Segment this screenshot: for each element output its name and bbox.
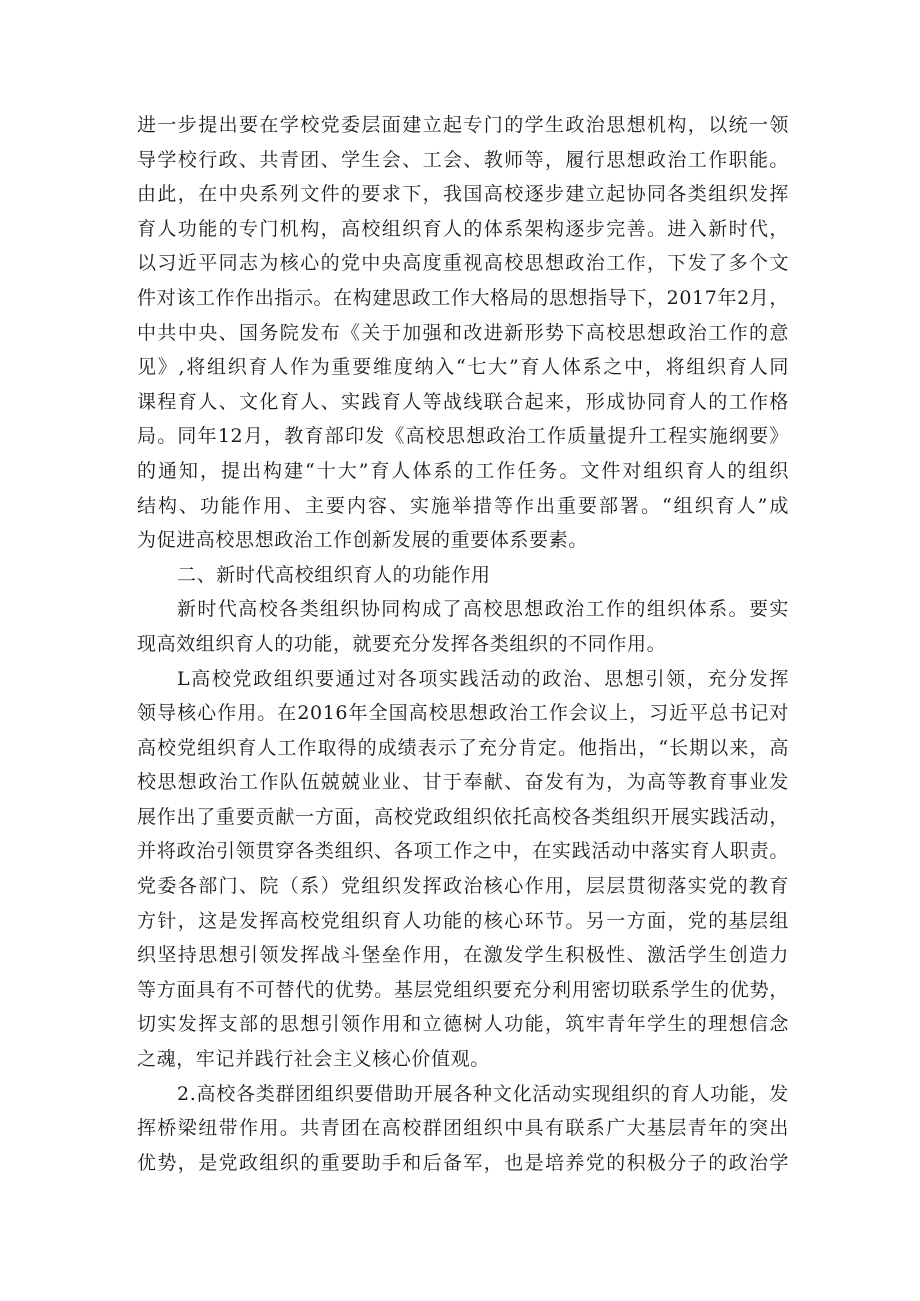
text-line: 进一步提出要在学校党委层面建立起专门的学生政治思想机构，以统一领 <box>137 114 789 136</box>
text-line: 新时代高校各类组织协同构成了高校思想政治工作的组织体系。要实 <box>177 598 789 621</box>
text-line: 之魂，牢记并践行社会主义核心价值观。 <box>137 1048 490 1071</box>
text-line: 等方面具有不可替代的优势。基层党组织要充分利用密切联系学生的优势， <box>137 978 789 1001</box>
text-line: 领导核心作用。在2016年全国高校思想政治工作会议上，习近平总书记对 <box>137 702 789 725</box>
text-line: 展作出了重要贡献一方面，高校党政组织依托高校各类组织开展实践活动， <box>137 805 789 828</box>
text-line: 挥桥梁纽带作用。共青团在高校群团组织中具有联系广大基层青年的突出 <box>137 1117 789 1140</box>
text-line: 的通知，提出构建“十大”育人体系的工作任务。文件对组织育人的组织 <box>137 459 789 482</box>
text-line: 局。同年12月，教育部印发《高校思想政治工作质量提升工程实施纲要》 <box>137 425 789 448</box>
text-line: 结构、功能作用、主要内容、实施举措等作出重要部署。“组织育人”成 <box>137 494 789 517</box>
text-line: 切实发挥支部的思想引领作用和立德树人功能，筑牢青年学生的理想信念 <box>137 1013 789 1036</box>
text-line: 优势，是党政组织的重要助手和后备军，也是培养党的积极分子的政治学 <box>137 1151 789 1174</box>
text-line: 为促进高校思想政治工作创新发展的重要体系要素。 <box>137 529 588 552</box>
text-line: 校思想政治工作队伍兢兢业业、甘于奉献、奋发有为，为高等教育事业发 <box>137 771 789 794</box>
text-line: 现高效组织育人的功能，就要充分发挥各类组织的不同作用。 <box>137 632 667 655</box>
text-line: 方针，这是发挥高校党组织育人功能的核心环节。另一方面，党的基层组 <box>137 909 789 932</box>
text-line: 并将政治引领贯穿各类组织、各项工作之中，在实践活动中落实育人职责。 <box>137 840 789 863</box>
text-line: L高校党政组织要通过对各项实践活动的政治、思想引领，充分发挥 <box>177 667 789 690</box>
text-line: 中共中央、国务院发布《关于加强和改进新形势下高校思想政治工作的意 <box>137 321 789 344</box>
text-line: 由此，在中央系列文件的要求下，我国高校逐步建立起协同各类组织发挥 <box>137 183 789 206</box>
text-line: 高校党组织育人工作取得的成绩表示了充分肯定。他指出，“长期以来，高 <box>137 736 789 759</box>
text-line: 育人功能的专门机构，高校组织育人的体系架构逐步完善。进入新时代， <box>137 217 789 240</box>
section-heading: 二、新时代高校组织育人的功能作用 <box>177 563 491 586</box>
text-line: 织坚持思想引领发挥战斗堡垒作用，在激发学生积极性、激活学生创造力 <box>137 944 789 967</box>
text-line: 2.高校各类群团组织要借助开展各种文化活动实现组织的育人功能，发 <box>177 1082 789 1105</box>
text-line: 党委各部门、院（系）党组织发挥政治核心作用，层层贯彻落实党的教育 <box>137 875 789 898</box>
text-line: 见》,将组织育人作为重要维度纳入“七大”育人体系之中，将组织育人同 <box>137 356 789 379</box>
document-body <box>137 108 789 1180</box>
text-line: 件对该工作作出指示。在构建思政工作大格局的思想指导下，2017年2月， <box>137 286 789 309</box>
text-line: 导学校行政、共青团、学生会、工会、教师等，履行思想政治工作职能。 <box>137 148 789 171</box>
text-line: 课程育人、文化育人、实践育人等战线联合起来，形成协同育人的工作格 <box>137 390 789 413</box>
text-line: 以习近平同志为核心的党中央高度重视高校思想政治工作，下发了多个文 <box>137 252 789 275</box>
